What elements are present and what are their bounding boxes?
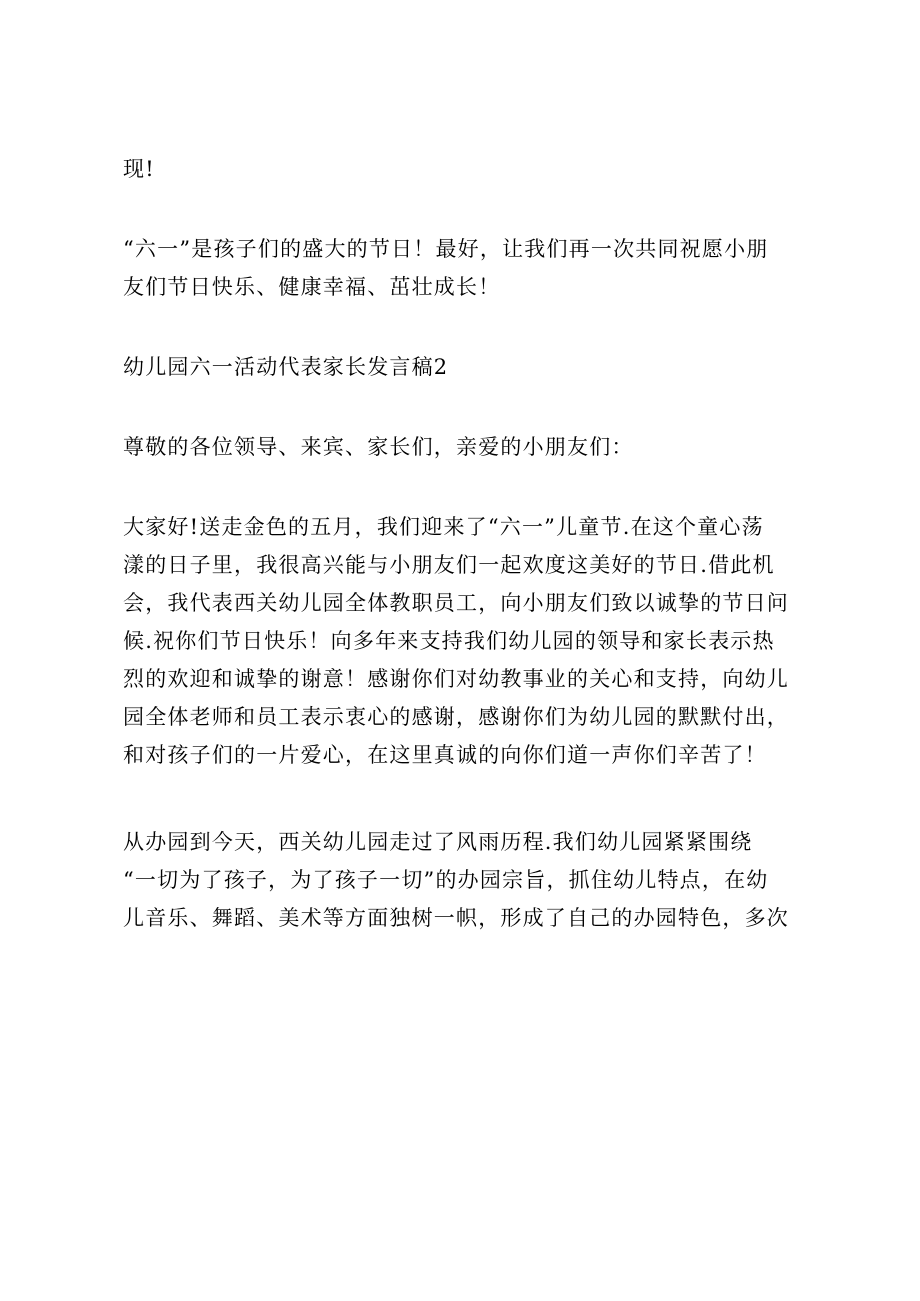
text-line: 会，我代表西关幼儿园全体教职员工，向小朋友们致以诚挚的节日问 [123, 591, 789, 615]
text-line: 从办园到今天，西关幼儿园走过了风雨历程.我们幼儿园紧紧围绕 [123, 830, 753, 854]
paragraph-gap [123, 774, 823, 823]
section-heading [123, 348, 823, 386]
heading-line: 幼儿园六一活动代表家长发言稿2 [123, 355, 449, 379]
text-line: 现! [123, 157, 155, 181]
text-line: 儿音乐、舞蹈、美术等方面独树一帜，形成了自己的办园特色，多次 [123, 906, 789, 930]
paragraph-gap [123, 306, 823, 348]
text-line: 友们节日快乐、健康幸福、茁壮成长！ [123, 275, 501, 299]
paragraph-continuation [123, 150, 823, 188]
text-line: “一切为了孩子，为了孩子一切”的办园宗旨，抓住幼儿特点，在幼 [123, 868, 769, 892]
text-line: 候.祝你们节日快乐！向多年来支持我们幼儿园的领导和家长表示热 [123, 629, 775, 653]
text-line: 烈的欢迎和诚挚的谢意！感谢你们对幼教事业的关心和支持，向幼儿 [123, 667, 789, 691]
text-line: 和对孩子们的一片爱心，在这里真诚的向你们道一声你们辛苦了！ [123, 743, 767, 767]
paragraph-history [123, 823, 823, 937]
text-line: 尊敬的各位领导、来宾、家长们，亲爱的小朋友们： [123, 435, 634, 459]
text-line: 漾的日子里，我很高兴能与小朋友们一起欢度这美好的节日.借此机 [123, 553, 775, 577]
salutation [123, 428, 823, 466]
paragraph-gap [123, 386, 823, 428]
paragraph-greeting [123, 508, 823, 774]
text-line: 园全体老师和员工表示衷心的感谢，感谢你们为幼儿园的默默付出， [123, 705, 789, 729]
text-line: “六一”是孩子们的盛大的节日！最好，让我们再一次共同祝愿小朋 [123, 237, 769, 261]
document-body [123, 150, 823, 937]
text-line: 大家好!送走金色的五月，我们迎来了“六一”儿童节.在这个童心荡 [123, 515, 764, 539]
paragraph-closing-wishes [123, 230, 823, 306]
paragraph-gap [123, 466, 823, 508]
paragraph-gap [123, 188, 823, 230]
